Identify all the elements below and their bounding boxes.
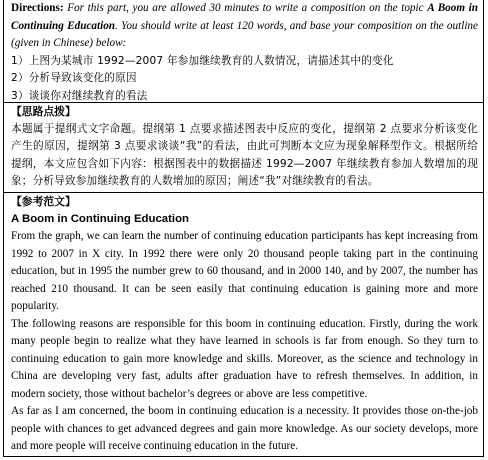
directions-text-1: For this part, you are allowed 30 minutes to write a composition on the topic <box>63 2 428 14</box>
analysis-text: 本题属于提纲式文字命题。提纲第 1 点要求描述图表中反应的变化，提纲第 2 点要求分析该变化产生的原因，提纲第 3 点要求谈谈“我”的看法，由此可判断本文应为现象解释型作文。根据所给提纲，本文应包含如下内容：根据图表中的数据描述 1992—2007 年继续教育参加人数增加的现象；分析导致参加继续教育的人数增加的原因；阐述“我”对继续教育的看法。 <box>11 122 478 187</box>
sample-heading: 【参考范文】 <box>11 195 76 208</box>
outline-list <box>11 53 478 106</box>
content-frame <box>3 0 484 457</box>
outline-item: 3）谈谈你对继续教育的看法 <box>11 89 148 102</box>
topic-title: A Boom in Continuing Education <box>11 2 479 32</box>
analysis-section <box>4 102 483 192</box>
outline-item: 2）分析导致该变化的原因 <box>11 72 137 84</box>
essay-paragraph: The following reasons are responsible for this boom in continuing education. Firstly, during the work many people begin to realize what they have learned in schools is far from enough. So they turn to continuing education to gain more knowledge and skills. Moreover, as the science and technology in China are developing very fast, adults after graduation have to refresh themselves. In addition, in modern society, those without bachelor’s degrees or above are less competitive. <box>11 317 478 400</box>
essay-paragraph: From the graph, we can learn the number of continuing education participants has kept increasing from 1992 to 2007 in X city. In 1992 there were only 20 thousand people taking part in the continuing education, but in 1995 the number grew to 60 thousand, and in 2000 140, and by 2007, the number has reached 210 thousand. It can be seen easily that continuing education is gaining more and more popularity. <box>11 230 478 312</box>
essay-title: A Boom in Continuing Education <box>11 212 190 225</box>
sample-section <box>4 192 483 456</box>
directions-paragraph <box>11 0 478 53</box>
analysis-heading: 【思路点拨】 <box>11 105 76 118</box>
outline-item: 1）上图为某城市 1992—2007 年参加继续教育的人数情况，请描述其中的变化 <box>11 54 394 67</box>
directions-section <box>4 0 483 102</box>
essay-paragraph: As far as I am concerned, the boom in continuing education is a necessity. It provides those on-the-job people with chances to get advanced degrees and gain more knowledge. As our society develops, more and more people will receive continuing education in the future. <box>11 405 478 452</box>
directions-label: Directions: <box>11 2 64 14</box>
directions-text-2: . You should write at least 120 words, and base your composition on the outline (given in Chinese) below: <box>11 19 478 49</box>
